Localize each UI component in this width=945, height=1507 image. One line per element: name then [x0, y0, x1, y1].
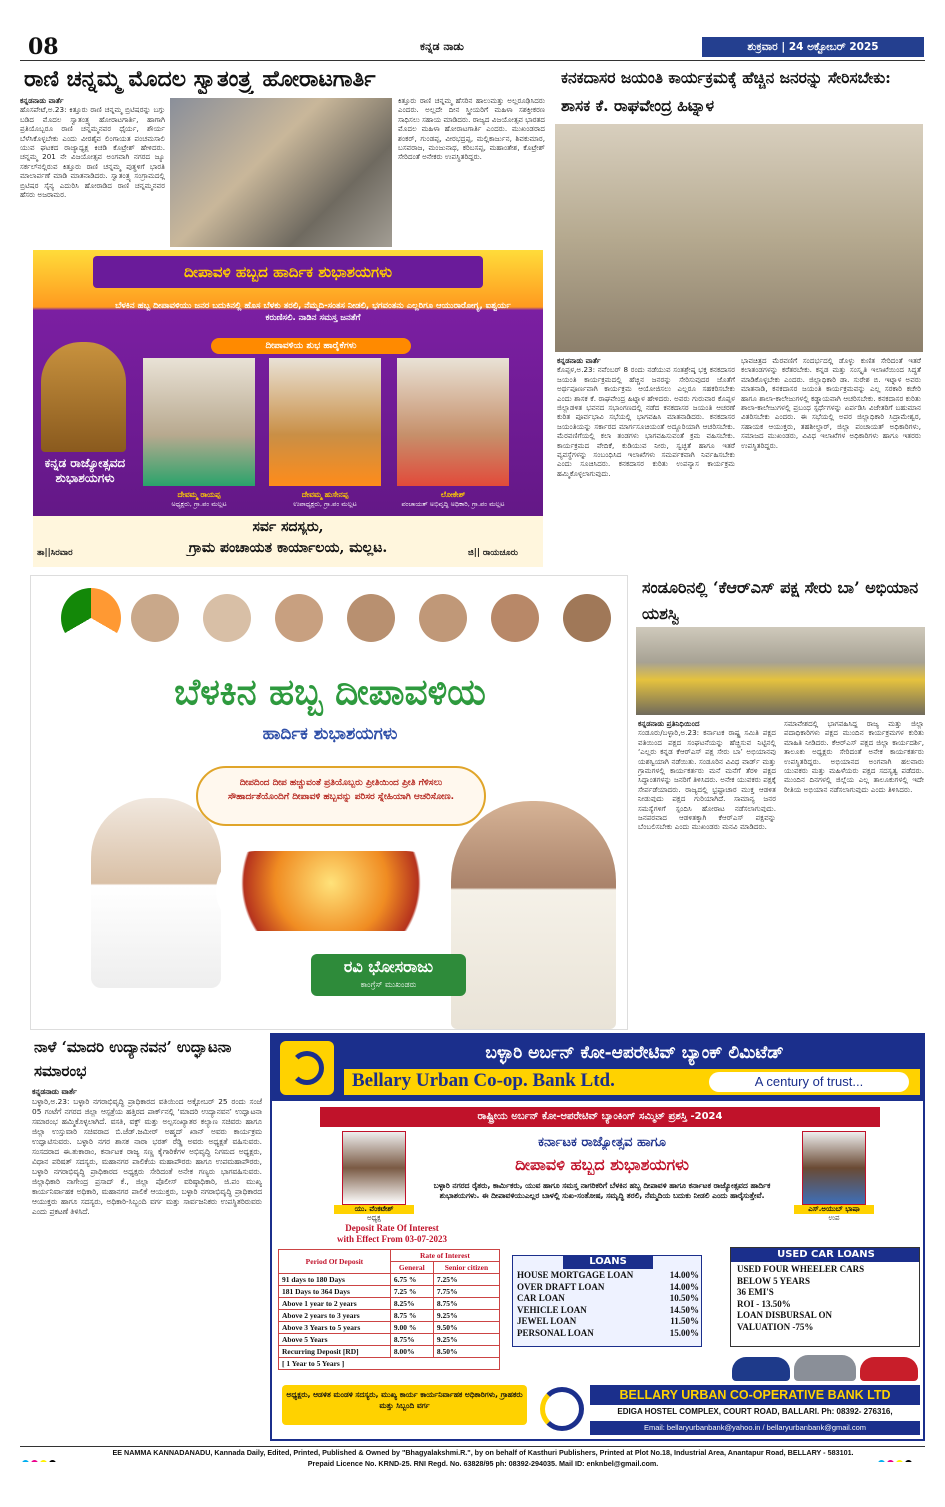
list-item: VEHICLE LOAN 14.50% [517, 1304, 699, 1315]
bank-name-en-box [344, 1069, 920, 1095]
person-role: ಪಂಚಾಯತ್ ಅಭಿವೃದ್ಧಿ ಅಧಿಕಾರಿ, ಗ್ರಾ.ಪಂ ಮಲ್ಲಟ [401, 500, 505, 508]
registration-dots [878, 1452, 938, 1462]
staff-note: ಅಧ್ಯಕ್ಷರು, ಆಡಳಿತ ಮಂಡಳಿ ಸದಸ್ಯರು, ಮುಖ್ಯ ಕಾರ್ಯ ಕಾರ್ಯನಿರ್ವಾಹಕ ಅಧಿಕಾರಿಗಳು, ಗ್ರಾಹಕರು ಮತ್ತು ಸಿಬ್ಬಂದಿ ವರ್ಗ [282, 1385, 527, 1425]
imprint-line2: Prepaid Licence No. KRND-25. RNI Regd. No. 63828/95 ph: 08392-294035. Mail ID: enknbel@gmail.com. [307, 1459, 659, 1468]
rate-cell: 9.00 % [390, 1322, 433, 1334]
car-icon [794, 1355, 856, 1381]
headline: ಕನಕದಾಸರ ಜಯಂತಿ ಕಾರ್ಯಕ್ರಮಕ್ಕೆ ಹೆಚ್ಚಿನ ಜನರನ್ನು ಸೇರಿಸಬೇಕು: ಶಾಸಕ ಕೆ. ರಾಘವೇಂದ್ರ ಹಿಟ್ನಾಳ [561, 68, 891, 115]
period-cell: Above 2 years to 3 years [279, 1310, 391, 1322]
rate-cell: 8.00% [390, 1346, 433, 1358]
cars-image [732, 1349, 918, 1385]
person-name: ಲೋಕೇಶ್ [440, 490, 466, 499]
bank-tagline: A century of trust... [709, 1072, 909, 1092]
list-item: BELOW 5 YEARS [737, 1275, 811, 1286]
article-rani-chennamma [20, 62, 545, 247]
ad-subtitle: ಹಾರ್ದಿಕ ಶುಭಾಶಯಗಳು [262, 724, 398, 744]
loans-box [512, 1255, 702, 1347]
table-row [279, 1286, 500, 1298]
vice-chairman-photo [802, 1131, 866, 1205]
headline: ಸಂಡೂರಿನಲ್ಲಿ ‘ಕೆಆರ್‌ಎಸ್ ಪಕ್ಷ ಸೇರು ಬಾ’ ಅಭಿಯಾನ ಯಶಸ್ವಿ [642, 578, 919, 623]
leader-photo [419, 594, 467, 642]
bank-ad [270, 1033, 925, 1441]
period-cell: Above 3 Years to 5 years [279, 1322, 391, 1334]
bank-email: Email: bellaryurbanbank@yahoo.in / bellaryurbanbank@gmail.com [590, 1421, 920, 1435]
imprint-line1: EE NAMMA KANNADANADU, Kannada Daily, Edited, Printed, Published & Owned by "Bhagyalakshmi.R.", by on behalf of Kasthuri Publishers, Printed at Plot No.18, Industrial Area, Anantapur Road, BELLARY - 583101. [112, 1448, 854, 1457]
leader-photo [203, 594, 251, 642]
list-item: 36 EMI'S [737, 1287, 774, 1297]
masthead: ಕನ್ನಡ ನಾಡು [420, 40, 464, 53]
article-kanakadasa [553, 62, 925, 567]
table-row [279, 1274, 500, 1286]
article-photo [555, 124, 923, 352]
leader-photo [563, 594, 611, 642]
list-item: ROI - 13.50% [737, 1298, 791, 1309]
bank-address: EDIGA HOSTEL COMPLEX, COURT ROAD, BALLARI. Ph: 08392- 276316, [617, 1407, 893, 1416]
banner-title: ದೀಪಾವಳಿ ಹಬ್ಬದ ಹಾರ್ದಿಕ ಶುಭಾಶಯಗಳು [93, 256, 483, 288]
period-cell: 181 Days to 364 Days [279, 1286, 391, 1298]
bank-logo-icon [290, 1051, 324, 1085]
leader-portrait-left [91, 798, 221, 988]
statue-image [41, 342, 126, 452]
used-car-title: USED CAR LOANS [731, 1248, 920, 1262]
list-item: HOUSE MORTGAGE LOAN 14.00% [517, 1270, 699, 1280]
footer-sub: ಗ್ರಾಮ ಪಂಚಾಯತ ಕಾರ್ಯಾಲಯ, ಮಲ್ಲಟ. [188, 540, 388, 556]
leader-photo [347, 594, 395, 642]
list-item: CAR LOAN 10.50% [517, 1293, 699, 1303]
bank-footer-name: BELLARY URBAN CO-OPERATIVE BANK LTD [590, 1385, 920, 1405]
article-body: ಕೊಪ್ಪಳ,ಅ.23: ನವೆಂಬರ್ 8 ರಂದು ನಡೆಯುವ ಸಂತಶ್ರೇಷ್ಠ ಭಕ್ತ ಕನಕದಾಸರ ಜಯಂತಿ ಕಾರ್ಯಕ್ರಮದಲ್ಲಿ ಹೆಚ್ಚಿನ ಜನರನ್ನು ಸೇರಿಸುವುದರ ಜೊತೆಗೆ ಅರ್ಥಪೂರ್ಣವಾಗಿ ಕಾರ್ಯಕ್ರಮ ಆಯೋಜಿಸಲು ಎಲ್ಲರೂ ಸಹಕರಿಸಬೇಕು ಎಂದು ಶಾಸಕ ಕೆ. ರಾಘವೇಂದ್ರ ಹಿಟ್ನಾಳ ಹೇಳಿದರು. ಅವರು ಗುರುವಾರ ಕೊಪ್ಪಳ ಜಿಲ್ಲಾಡಳಿತ ಭವನದ ಸಭಾಂಗಣದಲ್ಲಿ ನಡೆದ ಕನಕದಾಸರ ಜಯಂತಿ ಆಚರಣೆ ಕುರಿತ ಪೂರ್ವಭಾವಿ ಸಭೆಯಲ್ಲಿ ಭಾಗವಹಿಸಿ ಮಾತನಾಡಿದರು. ಕನಕದಾಸರ ಜಯಂತಿಯನ್ನು ಸರ್ಕಾರದ ಮಾರ್ಗಸೂಚಿಯಂತೆ ಅದ್ದೂರಿಯಾಗಿ ಆಚರಿಸಬೇಕು. ಮೆರವಣಿಗೆಯಲ್ಲಿ ಕಲಾ ತಂಡಗಳು ಭಾಗವಹಿಸುವಂತೆ ಕ್ರಮ ವಹಿಸಬೇಕು. ಕಾರ್ಯಕ್ರಮದ ವೇದಿಕೆ, ಕುಡಿಯುವ ನೀರು, ಸ್ವಚ್ಛತೆ ಹಾಗೂ ಇತರೆ ವ್ಯವಸ್ಥೆಗಳನ್ನು ಸಂಬಂಧಿಸಿದ ಇಲಾಖೆಗಳು ಸಮರ್ಪಕವಾಗಿ ನಿರ್ವಹಿಸಬೇಕು ಎಂದು ಸೂಚಿಸಿದರು. ಕನಕದಾಸರ ಕುರಿತು ಉಪನ್ಯಾಸ ಕಾರ್ಯಕ್ರಮ ಹಮ್ಮಿಕೊಳ್ಳಲಾಗುವುದು. [557, 365, 735, 478]
congress-logo [61, 588, 121, 648]
deepavali-ad-mallata [33, 250, 543, 567]
article-photo [170, 98, 392, 247]
article-body: ಹೊಸಪೇಟೆ,ಅ.23: ಕಿತ್ತೂರು ರಾಣಿ ಚನ್ನಮ್ಮ ಬ್ರಿಟಿಷರನ್ನು ಬಗ್ಗು ಬಡಿದ ಮೊದಲ ಸ್ವಾತಂತ್ರ್ಯ ಹೋರಾಟಗಾರ್ತಿ, ಹಾಗಾಗಿ ಪ್ರತಿಯೊಬ್ಬರೂ ರಾಣಿ ಚನ್ನಮ್ಮನವರ ಧೈರ್ಯ, ಶೌರ್ಯ ಬೆಳೆಸಿಕೊಳ್ಳಬೇಕು ಎಂದು ವೀರಶೈವ ಲಿಂಗಾಯತ ಪಂಚಮಸಾಲಿ ಯುವ ಘಟಕದ ರಾಜ್ಯಾಧ್ಯಕ್ಷ ಕಿಚಡಿ ಕೊಟ್ರೇಶ್ ಹೇಳಿದರು. ಚನ್ನಮ್ಮ 201 ನೇ ವಿಜಯೋತ್ಸವ ಅಂಗವಾಗಿ ನಗರದ ಜ್ಯೂ ಸರ್ಕಲ್‍ನಲ್ಲಿರುವ ಕಿತ್ತೂರು ರಾಣಿ ಚನ್ನಮ್ಮ ಪುತ್ಥಳಿಗೆ ಭಾರತಿ ಮಾಲಾರ್ಪಣೆ ಮಾಡಿ ಮಾತನಾಡಿದರು. ಸ್ವಾತಂತ್ರ್ಯ ಸಂಗ್ರಾಮದಲ್ಲಿ ಬ್ರಿಟಿಷರ ಸೈನ್ಯ ಎದುರಿಸಿ ಹೋರಾಡಿದ ರಾಣಿ ಚನ್ನಮ್ಮನವರ ಹೆಸರು ಅಜರಾಮರ. [20, 105, 165, 200]
person-photo [397, 358, 509, 486]
rate-cell: 8.50% [433, 1346, 499, 1358]
article-body: ಸಮಾವೇಶದಲ್ಲಿ ಭಾಗವಹಿಸಿದ್ದ ರಾಜ್ಯ ಮತ್ತು ಜಿಲ್ಲಾ ಪದಾಧಿಕಾರಿಗಳು ಪಕ್ಷದ ಮುಂದಿನ ಕಾರ್ಯಕ್ರಮಗಳ ಕುರಿತು ಮಾಹಿತಿ ನೀಡಿದರು. ಕೆಆರ್‌ಎಸ್ ಪಕ್ಷದ ಜಿಲ್ಲಾ ಕಾರ್ಯದರ್ಶಿ, ತಾಲೂಕು ಅಧ್ಯಕ್ಷರು ಸೇರಿದಂತೆ ಅನೇಕ ಕಾರ್ಯಕರ್ತರು ಉಪಸ್ಥಿತರಿದ್ದರು. ಅಭಿಯಾನದ ಅಂಗವಾಗಿ ಹಲವಾರು ಯುವಕರು ಮತ್ತು ಮಹಿಳೆಯರು ಪಕ್ಷದ ಸದಸ್ಯತ್ವ ಪಡೆದರು. ಮುಂದಿನ ದಿನಗಳಲ್ಲಿ ಜಿಲ್ಲೆಯ ಎಲ್ಲ ತಾಲೂಕುಗಳಲ್ಲಿ ಇದೇ ರೀತಿಯ ಅಭಿಯಾನ ನಡೆಸಲಾಗುವುದು ಎಂದು ತಿಳಿಸಿದರು. [784, 719, 924, 794]
deposit-title: Deposit Rate Of Interest [345, 1223, 439, 1233]
table-row [279, 1322, 500, 1334]
greeting-line1: ಕರ್ನಾಟಕ ರಾಜ್ಯೋತ್ಸವ ಹಾಗೂ [538, 1135, 666, 1150]
leader-photos [131, 594, 611, 644]
bank-header [272, 1035, 925, 1101]
rate-cell: 9.25% [433, 1310, 499, 1322]
column-header: General [390, 1262, 433, 1274]
byline: ಕನ್ನಡನಾಡು ವಾರ್ತೆ [32, 1087, 77, 1096]
table-row [279, 1346, 500, 1358]
rate-cell: 7.25 % [390, 1286, 433, 1298]
district-label: ಜಿ|| ರಾಯಚೂರು [468, 548, 518, 558]
person-photo [143, 358, 255, 486]
column-header: Period Of Deposit [279, 1250, 391, 1274]
loans-list [517, 1270, 699, 1339]
list-item: USED FOUR WHEELER CARS [737, 1264, 865, 1274]
person-photo [269, 358, 381, 486]
deposit-subtitle: with Effect From 03-07-2023 [336, 1234, 448, 1244]
vice-chairman-name: ಎಸ್‌.ಅಯುಬ್ ಭಾಷಾ [794, 1205, 874, 1214]
table-row [279, 1310, 500, 1322]
article-body: ಸಂಡೂರು/ಬಳ್ಳಾರಿ,ಅ.23: ಕರ್ನಾಟಕ ರಾಷ್ಟ್ರ ಸಮಿತಿ ಪಕ್ಷದ ವತಿಯಿಂದ ಪಕ್ಷದ ಸಂಘಟನೆಯನ್ನು ಹೆಚ್ಚಿಸುವ ನಿಟ್ಟಿನಲ್ಲಿ ‘ಎಲ್ಲರು ಕನ್ನಡ ಕೆಆರ್‌ಎಸ್ ಪಕ್ಷ ಸೇರು ಬಾ’ ಅಭಿಯಾನವು ಯಶಸ್ವಿಯಾಗಿ ನಡೆಯಿತು. ಸಂಡೂರಿನ ವಿವಿಧ ವಾರ್ಡ್ ಮತ್ತು ಗ್ರಾಮಗಳಲ್ಲಿ ಕಾರ್ಯಕರ್ತರು ಮನೆ ಮನೆಗೆ ತೆರಳಿ ಪಕ್ಷದ ಸಿದ್ಧಾಂತಗಳನ್ನು ಜನರಿಗೆ ತಿಳಿಸಿದರು. ಅನೇಕ ಯುವಕರು ಪಕ್ಷಕ್ಕೆ ಸೇರ್ಪಡೆಯಾದರು. ರಾಜ್ಯದಲ್ಲಿ ಭ್ರಷ್ಟಾಚಾರ ಮುಕ್ತ ಆಡಳಿತ ನೀಡುವುದು ಪಕ್ಷದ ಗುರಿಯಾಗಿದೆ. ಸಾಮಾನ್ಯ ಜನರ ಸಮಸ್ಯೆಗಳಿಗೆ ಸ್ಪಂದಿಸಿ ಹೋರಾಟ ನಡೆಸಲಾಗುವುದು. ಜನಪರವಾದ ಆಡಳಿತಕ್ಕಾಗಿ ಕೆಆರ್‌ಎಸ್ ಪಕ್ಷವನ್ನು ಬೆಂಬಲಿಸಬೇಕು ಎಂದು ಮುಖಂಡರು ಮನವಿ ಮಾಡಿದರು. [638, 728, 776, 832]
period-cell: Recurring Deposit [RD] [279, 1346, 391, 1358]
article-body: ಕಿತ್ತೂರು ರಾಣಿ ಚನ್ನಮ್ಮ ಹೆಸರಿನ ಹಾಲುಮತ್ತು ಅಲ್ಲರೂಢಿಸಿದರು ಎಂದರು. ಅಲ್ಲದೇ ದೀನ ಸ್ತ್ರೀಯರಿಗೆ ಮಹಿಳಾ ಸಶಕ್ತೀಕರಣ ಸಾಧಿಸಲು ಸಹಾಯ ಮಾಡಿದರು. ರಾಜ್ಯದ ವಿಜಯೋತ್ಸವ ಭಾರತದ ಮೊದಲ ಮಹಿಳಾ ಹೋರಾಟಗಾರ್ತಿ ಎಂದರು. ಮುಖಂಡರಾದ ಶಂಕರ್, ಗುಂಡಪ್ಪ, ವೀರಭದ್ರಪ್ಪ, ಮಲ್ಲಿಕಾರ್ಜುನ, ಶಿವಕುಮಾರ, ಬಸವರಾಜ, ಮಂಜುನಾಥ, ಕರಿಬಸಪ್ಪ, ಮಹಾಂತೇಶ, ಕೊಟ್ರೇಶ್ ಸೇರಿದಂತೆ ಅನೇಕರು ಉಪಸ್ಥಿತರಿದ್ದರು. [398, 96, 545, 162]
person-role: ಉಪಾಧ್ಯಕ್ಷರು, ಗ್ರಾ.ಪಂ ಮಲ್ಲಟ [293, 500, 357, 508]
column-header: Senior citizen [433, 1262, 499, 1274]
bank-logo [280, 1041, 334, 1095]
person-role: ಅಧ್ಯಕ್ಷರು, ಗ್ರಾ.ಪಂ ಮಲ್ಲಟ [171, 500, 227, 508]
headline: ನಾಳೆ ‘ಮಾದರಿ ಉದ್ಯಾನವನ’ ಉದ್ಘಾಟನಾ ಸಮಾರಂಭ [34, 1038, 232, 1080]
list-item: PERSONAL LOAN 15.00% [517, 1327, 699, 1338]
rate-cell: 7.75% [433, 1286, 499, 1298]
table-row [279, 1298, 500, 1310]
rd-note: [ 1 Year to 5 Years ] [279, 1358, 500, 1370]
car-icon [732, 1357, 790, 1381]
rate-cell: 7.25% [433, 1274, 499, 1286]
byline: ಕನ್ನಡನಾಡು ವಾರ್ತೆ [557, 356, 601, 365]
leader-photo [275, 594, 323, 642]
footer-main: ಸರ್ವ ಸದಸ್ಯರು, [252, 519, 324, 535]
list-item: JEWEL LOAN 11.50% [517, 1316, 699, 1326]
chairman-role: ಅಧ್ಯಕ್ಷ [367, 1214, 381, 1222]
column-header: Rate of Interest [390, 1250, 499, 1262]
taluk-label: ತಾ||ಸಿರವಾರ [37, 548, 73, 558]
award-banner: ರಾಷ್ಟ್ರೀಯ ಅರ್ಬನ್ ಕೋ-ಆಪರೇಟಿವ್ ಬ್ಯಾಂಕಿಂಗ್ ಸಮ್ಮಿಟ್ ಪ್ರಶಸ್ತಿ -2024 [320, 1107, 880, 1127]
candidate-portrait [451, 801, 616, 1029]
loans-title: LOANS [563, 1255, 653, 1269]
candidate-role: ಕಾಂಗ್ರೆಸ್ ಮುಖಂಡರು [360, 980, 417, 989]
ad-message: ದೀಪದಿಂದ ದೀಪ ಹಚ್ಚುವಂತೆ ಪ್ರತಿಯೊಬ್ಬರು ಪ್ರೀತಿಯಿಂದ ಪ್ರೀತಿ ಗೆಳಿಸಲು ಸೌಹಾರ್ದತೆಯೊಂದಿಗೆ ದೀಪಾವಳಿ ಹಬ್ಬವನ್ನು ಪರಿಸರ ಸ್ನೇಹಿಯಾಗಿ ಆಚರಿಸೋಣ. [196, 766, 486, 826]
article-body: ಭಾವಚಿತ್ರದ ಮೆರವಣಿಗೆ ಸಂದರ್ಭದಲ್ಲಿ ಡೊಳ್ಳು ಕುಣಿತ ಸೇರಿದಂತೆ ಇತರೆ ಕಲಾತಂಡಗಳನ್ನು ಕರೆತರಬೇಕು. ಕನ್ನಡ ಮತ್ತು ಸಂಸ್ಕೃತಿ ಇಲಾಖೆಯಿಂದ ಸಿದ್ಧತೆ ಮಾಡಿಕೊಳ್ಳಬೇಕು ಎಂದರು. ಜಿಲ್ಲಾಧಿಕಾರಿ ಡಾ. ಸುರೇಶ ಬಿ. ಇಟ್ನಾಳ ಅವರು ಮಾತನಾಡಿ, ಕನಕದಾಸರ ಜಯಂತಿ ಕಾರ್ಯಕ್ರಮವನ್ನು ಎಲ್ಲ ಸರಕಾರಿ ಕಚೇರಿ ಹಾಗೂ ಶಾಲಾ-ಕಾಲೇಜುಗಳಲ್ಲಿ ಕಡ್ಡಾಯವಾಗಿ ಆಚರಿಸಬೇಕು. ಕನಕದಾಸರ ಕುರಿತು ಶಾಲಾ-ಕಾಲೇಜುಗಳಲ್ಲಿ ಪ್ರಬಂಧ ಸ್ಪರ್ಧೆಗಳನ್ನು ಏರ್ಪಡಿಸಿ ವಿಜೇತರಿಗೆ ಬಹುಮಾನ ವಿತರಿಸಬೇಕು ಎಂದರು. ಈ ಸಭೆಯಲ್ಲಿ ಅಪರ ಜಿಲ್ಲಾಧಿಕಾರಿ ಸಿದ್ರಾಮೇಶ್ವರ, ಸಹಾಯಕ ಆಯುಕ್ತರು, ತಹಶೀಲ್ದಾರ್, ಜಿಲ್ಲಾ ಪಂಚಾಯತ್ ಅಧಿಕಾರಿಗಳು, ಸಮಾಜದ ಮುಖಂಡರು, ವಿವಿಧ ಇಲಾಖೆಗಳ ಅಧಿಕಾರಿಗಳು ಹಾಗೂ ಇತರರು ಉಪಸ್ಥಿತರಿದ್ದರು. [741, 356, 921, 450]
leader-photo [131, 594, 179, 642]
bank-footer-logo [540, 1387, 584, 1431]
person-name: ದೇವಮ್ಮ ಹುಸೇನಪ್ಪ [301, 490, 349, 499]
rate-cell: 6.75 % [390, 1274, 433, 1286]
article-model-park [30, 1033, 262, 1441]
deepavali-ad-congress [30, 575, 628, 1030]
bank-name-kn: ಬಳ್ಳಾರಿ ಅರ್ಬನ್ ಕೋ-ಆಪರೇಟಿವ್ ಬ್ಯಾಂಕ್ ಲಿಮಿಟೆಡ್ [485, 1043, 784, 1063]
rate-cell: 8.75% [390, 1334, 433, 1346]
greeting-message: ಬಳ್ಳಾರಿ ನಗರದ ರೈತರು, ಕಾರ್ಮಿಕರು, ಯುವ ಹಾಗೂ ಸಮಸ್ತ ನಾಗರಿಕರಿಗೆ ಬೆಳಕಿನ ಹಬ್ಬ ದೀಪಾವಳಿ ಹಾಗೂ ಕರ್ನಾಟಕ ರಾಜ್ಯೋತ್ಸವದ ಹಾರ್ದಿಕ ಶುಭಾಶಯಗಳು. ಈ ದೀಪಾವಳಿಯುಎಲ್ಲರ ಬಾಳಲ್ಲಿ ಸುಖ-ಸಂತೋಷ, ಸಮೃದ್ಧಿ ತರಲಿ, ನೆಮ್ಮದಿಯ ಬದುಕು ನೀಡಲಿ ಎಂದು ಹಾರೈಸುತ್ತೇವೆ. [433, 1181, 771, 1200]
article-body: ಬಳ್ಳಾರಿ,ಅ.23: ಬಳ್ಳಾರಿ ನಗರಾಭಿವೃದ್ಧಿ ಪ್ರಾಧಿಕಾರದ ವತಿಯಿಂದ ಅಕ್ಟೋಬರ್ 25 ರಂದು ಸಂಜೆ 05 ಗಂಟೆಗೆ ನಗರದ ಜಿಲ್ಲಾ ಆಸ್ಪತ್ರೆಯ ಹತ್ತಿರದ ಪಾರ್ಕ್‍ನಲ್ಲಿ ‘ಮಾದರಿ ಉದ್ಯಾನವನ’ ಉದ್ಘಾಟನಾ ಸಮಾರಂಭ ಹಮ್ಮಿಕೊಳ್ಳಲಾಗಿದೆ. ವಸತಿ, ವಕ್ಫ್ ಮತ್ತು ಅಲ್ಪಸಂಖ್ಯಾತರ ಕಲ್ಯಾಣ ಸಚಿವರು ಹಾಗೂ ಜಿಲ್ಲಾ ಉಸ್ತುವಾರಿ ಸಚಿವರಾದ ಬಿ.ಜೆಡ್.ಜಮೀರ್ ಅಹ್ಮದ್ ಖಾನ್ ಅವರು ಕಾರ್ಯಕ್ರಮ ಉದ್ಘಾಟಿಸುವರು. ಬಳ್ಳಾರಿ ನಗರ ಶಾಸಕ ನಾರಾ ಭರತ್ ರೆಡ್ಡಿ ಅವರು ಅಧ್ಯಕ್ಷತೆ ವಹಿಸುವರು. ಸಂಸದರಾದ ಈ.ತುಕಾರಾಂ, ಕರ್ನಾಟಕ ರಾಜ್ಯ ಸಣ್ಣ ಕೈಗಾರಿಕೆಗಳ ಅಭಿವೃದ್ಧಿ ನಿಗಮದ ಅಧ್ಯಕ್ಷರು, ವಿಧಾನ ಪರಿಷತ್ ಸದಸ್ಯರು, ಮಹಾನಗರ ಪಾಲಿಕೆಯ ಮಹಾಪೌರರು ಹಾಗೂ ಉಪಮಹಾಪೌರರು, ಬಳ್ಳಾರಿ ನಗರಾಭಿವೃದ್ಧಿ ಪ್ರಾಧಿಕಾರದ ಅಧ್ಯಕ್ಷರು ಸೇರಿದಂತೆ ಅನೇಕ ಗಣ್ಯರು ಭಾಗವಹಿಸುವರು. ಜಿಲ್ಲಾಧಿಕಾರಿ ನಾಗೇಂದ್ರ ಪ್ರಸಾದ್ ಕೆ., ಜಿಲ್ಲಾ ಪೊಲೀಸ್ ವರಿಷ್ಠಾಧಿಕಾರಿ, ಜಿ.ಪಂ ಮುಖ್ಯ ಕಾರ್ಯನಿರ್ವಾಹಕ ಅಧಿಕಾರಿ, ಮಹಾನಗರ ಪಾಲಿಕೆ ಆಯುಕ್ತರು, ಬಳ್ಳಾರಿ ನಗರಾಭಿವೃದ್ಧಿ ಪ್ರಾಧಿಕಾರದ ಆಯುಕ್ತರು ಹಾಗೂ ಸದಸ್ಯರು, ಅಧಿಕಾರಿ-ಸಿಬ್ಬಂದಿ ವರ್ಗ ಮತ್ತು ಸಾರ್ವಜನಿಕರು ಉಪಸ್ಥಿತರಿರುವರು ಎಂದು ಪ್ರಕಟಣೆ ತಿಳಿಸಿದೆ. [32, 1097, 262, 1216]
chairman-photo [342, 1131, 406, 1205]
period-cell: 91 days to 180 Days [279, 1274, 391, 1286]
list-item: LOAN DISBURSAL ON [737, 1310, 833, 1320]
article-photo [636, 627, 925, 715]
rate-cell: 9.50% [433, 1322, 499, 1334]
headline: ರಾಣಿ ಚನ್ನಮ್ಮ ಮೊದಲ ಸ್ವಾತಂತ್ರ್ಯ ಹೋರಾಟಗಾರ್ತಿ [24, 66, 376, 92]
page-header [20, 34, 925, 60]
list-item: OVER DRAFT LOAN 14.00% [517, 1281, 699, 1292]
vice-chairman-role: ಉಪ [828, 1214, 840, 1222]
used-car-lines [737, 1264, 917, 1333]
page-number: 08 [28, 34, 59, 60]
byline: ಕನ್ನಡನಾಡು ವಾರ್ತೆ [20, 96, 64, 105]
rate-cell: 8.75% [433, 1298, 499, 1310]
greeting-line2: ದೀಪಾವಳಿ ಹಬ್ಬದ ಶುಭಾಶಯಗಳು [515, 1155, 689, 1174]
rate-cell: 8.75 % [390, 1310, 433, 1322]
ad-subline: ದೀಪಾವಳಿಯ ಶುಭ ಹಾರೈಕೆಗಳು [211, 338, 411, 354]
period-cell: Above 5 Years [279, 1334, 391, 1346]
ad-title: ಬೆಳಕಿನ ಹಬ್ಬ ದೀಪಾವಳಿಯ [174, 671, 486, 713]
table-row [279, 1334, 500, 1346]
person-name: ದೇವಮ್ಮ ರಾಯಪ್ಪ [177, 490, 221, 499]
article-krs-sandur [636, 575, 925, 1030]
registration-dots [22, 1452, 82, 1462]
deposit-rate-table [278, 1249, 500, 1370]
period-cell: Above 1 year to 2 years [279, 1298, 391, 1310]
rate-cell: 9.25% [433, 1334, 499, 1346]
rate-cell: 8.25% [390, 1298, 433, 1310]
diyas-image [216, 851, 446, 931]
rajyotsava-text: ಕನ್ನಡ ರಾಜ್ಯೋತ್ಸವದ ಶುಭಾಶಯಗಳು [44, 456, 126, 485]
candidate-name-box [311, 954, 466, 996]
byline: ಕನ್ನಡನಾಡು ಪ್ರತಿನಿಧಿಯಿಂದ [638, 719, 700, 728]
ad-message: ಬೆಳಕಿನ ಹಬ್ಬ ದೀಪಾವಳಿಯು ಜನರ ಬದುಕಿನಲ್ಲಿ ಹೊಸ ಬೆಳಕು ತರಲಿ, ನೆಮ್ಮದಿ-ಸಂತಸ ನೀಡಲಿ, ಭಗವಂತನು ಎಲ್ಲರಿಗೂ ಆಯುರಾರೋಗ್ಯ, ಐಶ್ವರ್ಯ ಕರುಣಿಸಲಿ. ನಾಡಿನ ಸಮಸ್ತ ಜನತೆಗೆ [115, 301, 511, 323]
used-car-box [730, 1247, 920, 1347]
date-banner: ಶುಕ್ರವಾರ | 24 ಅಕ್ಟೋಬರ್ 2025 [702, 37, 924, 57]
list-item: VALUATION -75% [737, 1321, 814, 1332]
bank-name-en: Bellary Urban Co-op. Bank Ltd. [352, 1070, 615, 1091]
ad-footer [33, 516, 543, 567]
chairman-name: ಯು. ವೆಂಕಟೇಶ್ [334, 1205, 414, 1214]
leader-photo [491, 594, 539, 642]
car-icon [860, 1357, 918, 1381]
candidate-name: ರವಿ ಭೋಸರಾಜು [343, 957, 434, 976]
